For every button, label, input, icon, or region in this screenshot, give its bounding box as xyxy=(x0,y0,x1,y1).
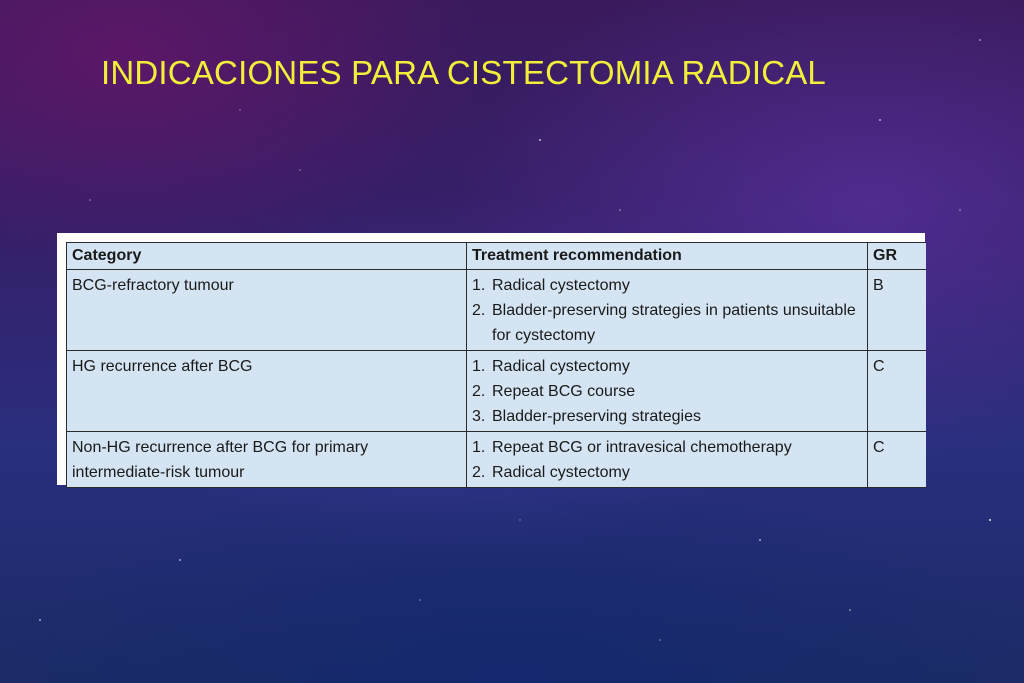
cell-treatment-recommendation xyxy=(467,270,868,351)
table-header-row xyxy=(67,243,927,270)
recommendation-number: 1. xyxy=(472,358,486,375)
recommendation-text: Repeat BCG course xyxy=(492,383,636,400)
recommendation-number: 3. xyxy=(472,408,486,425)
recommendation-table xyxy=(66,242,926,488)
cell-gr: C xyxy=(868,432,927,488)
recommendation-number: 2. xyxy=(472,302,486,319)
recommendation-item xyxy=(472,379,862,404)
cell-category: BCG-refractory tumour xyxy=(67,270,467,351)
table-row xyxy=(67,351,927,432)
recommendation-number: 1. xyxy=(472,277,486,294)
cell-category: Non-HG recurrence after BCG for primary intermediate-risk tumour xyxy=(67,432,467,488)
recommendation-item xyxy=(472,404,862,429)
slide-title: INDICACIONES PARA CISTECTOMIA RADICAL xyxy=(101,54,826,91)
recommendation-number: 2. xyxy=(472,383,486,400)
recommendation-item xyxy=(472,273,862,298)
recommendation-item xyxy=(472,354,862,379)
cell-treatment-recommendation xyxy=(467,351,868,432)
recommendation-table-panel xyxy=(57,233,925,485)
recommendation-number: 2. xyxy=(472,464,486,481)
header-category: Category xyxy=(67,243,467,270)
table-row xyxy=(67,270,927,351)
cell-gr: B xyxy=(868,270,927,351)
recommendation-text: Radical cystectomy xyxy=(492,277,630,294)
recommendation-item xyxy=(472,460,862,485)
cell-gr: C xyxy=(868,351,927,432)
recommendation-text: Radical cystectomy xyxy=(492,464,630,481)
header-treatment-recommendation: Treatment recommendation xyxy=(467,243,868,270)
recommendation-item xyxy=(472,298,862,348)
header-gr: GR xyxy=(868,243,927,270)
recommendation-text: Radical cystectomy xyxy=(492,358,630,375)
recommendation-number: 1. xyxy=(472,439,486,456)
recommendation-text: Bladder-preserving strategies xyxy=(492,408,701,425)
recommendation-item xyxy=(472,435,862,460)
cell-treatment-recommendation xyxy=(467,432,868,488)
recommendation-text: Repeat BCG or intravesical chemotherapy xyxy=(492,439,792,456)
recommendation-text: Bladder-preserving strategies in patients unsuitable for cystectomy xyxy=(492,302,856,344)
table-row xyxy=(67,432,927,488)
cell-category: HG recurrence after BCG xyxy=(67,351,467,432)
